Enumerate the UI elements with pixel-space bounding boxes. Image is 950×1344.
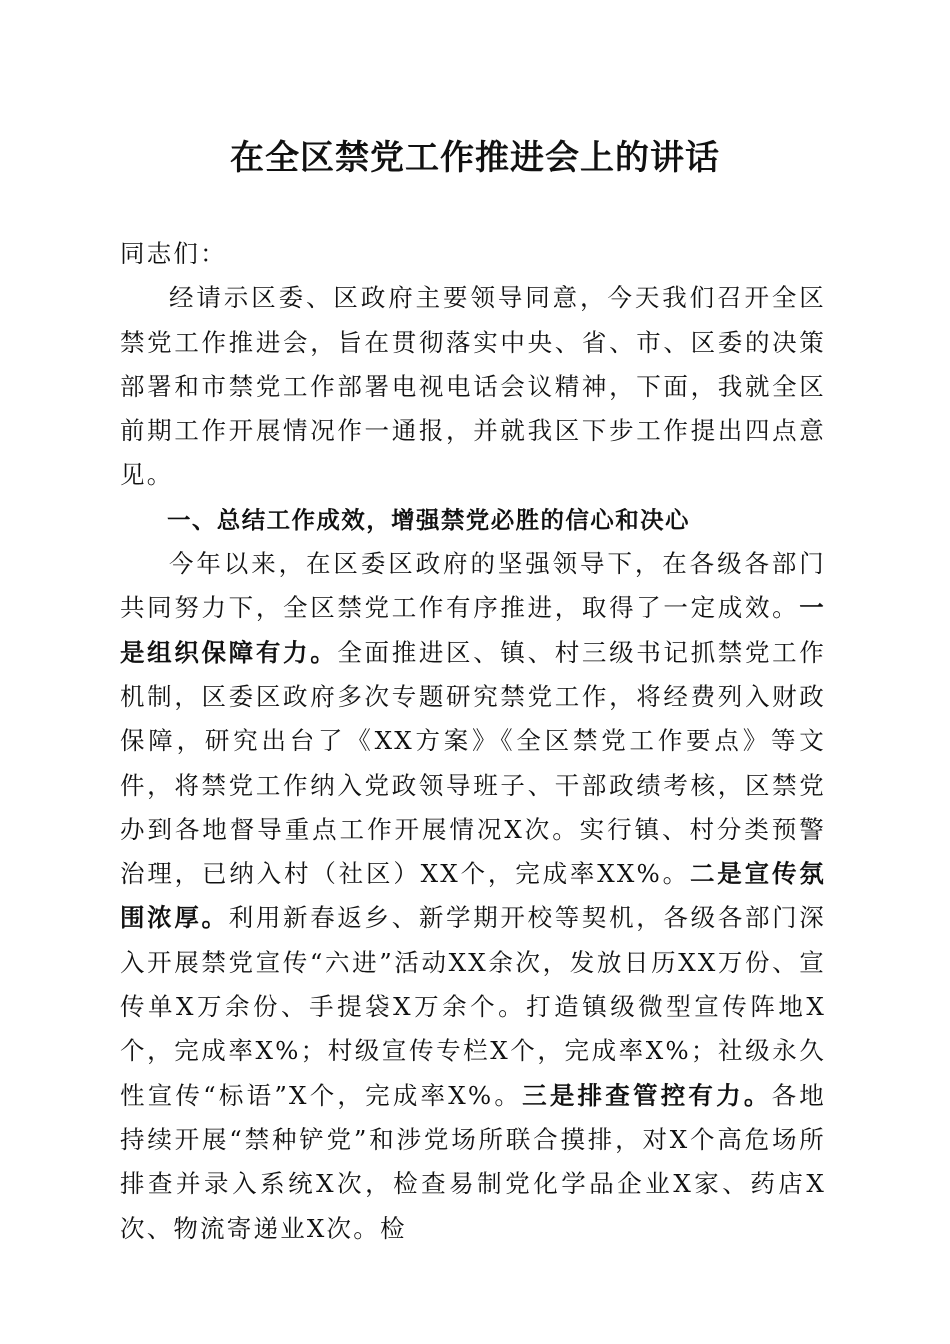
opening-text: 今年以来，在区委区政府的坚强领导下，在各级各部门共同努力下，全区禁党工作有序推进，取得了一定成效。: [120, 549, 826, 623]
point-1-label: 一是组织保障有力。: [120, 593, 826, 667]
point-3-text: 各地持续开展“禁种铲党”和涉党场所联合摸排，对X个高危场所排查并录入系统X次，检查易制党化学品企业X家、药店X次、物流寄递业X次。检: [120, 1080, 826, 1243]
section-1-paragraph: [120, 542, 826, 1251]
salutation: 同志们：: [120, 239, 227, 268]
point-2-text: 利用新春返乡、新学期开校等契机，各级各部门深入开展禁党宣传“六进”活动XX余次，发放日历XX万份、宣传单X万余份、手提袋X万余个。打造镇级微型宣传阵地X个，完成率X%；村级宣传专栏X个，完成率X%；社级永久性宣传“标语”X个，完成率X%。: [120, 903, 826, 1110]
section-heading-1: 一、总结工作成效，增强禁党必胜的信心和决心: [167, 505, 690, 534]
point-1-text: 全面推进区、镇、村三级书记抓禁党工作机制，区委区政府多次专题研究禁党工作，将经费列入财政保障，研究出台了《XX方案》《全区禁党工作要点》等文件，将禁党工作纳入党政领导班子、干部政绩考核，区禁党办到各地督导重点工作开展情况X次。实行镇、村分类预警治理，已纳入村（社区）XX个，完成率XX%。: [120, 637, 826, 889]
document-title: 在全区禁党工作推进会上的讲话: [230, 138, 720, 178]
document-body: [120, 232, 826, 1251]
point-2-label: 二是宣传氛围浓厚。: [120, 859, 826, 933]
intro-paragraph: 经请示区委、区政府主要领导同意，今天我们召开全区禁党工作推进会，旨在贯彻落实中央、省、市、区委的决策部署和市禁党工作部署电视电话会议精神，下面，我就全区前期工作开展情况作一通报，并就我区下步工作提出四点意见。: [120, 283, 826, 490]
point-3-label: 三是排查管控有力。: [522, 1080, 772, 1110]
